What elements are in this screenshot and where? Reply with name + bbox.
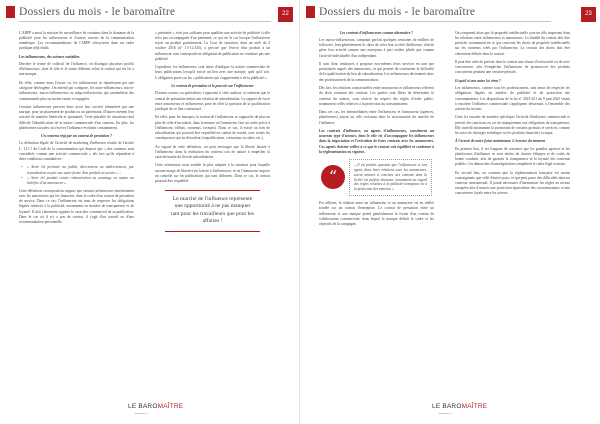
page-number: 23 (581, 7, 596, 22)
bold-paragraph: Les contrats d'influence, ou agents d'influenceurs, constituent un nouveau type d'acteurs, dont le rôle est d'accompagner les influenceurs dans la négociation et l'exécution de leurs contrats avec les annonceurs. Ces agents doivent veiller à ce que le contrat soit équilibré et conforme à la réglementation en vigueur. (319, 129, 434, 154)
section-heading: Et quid si une autre loi vient ? (455, 79, 501, 84)
logo-caption: baromaitre.fr (135, 412, 148, 415)
quote-box (321, 159, 432, 196)
section-heading: Un contenu régi par un contrat de prestation ? (41, 134, 112, 139)
list-item: • « Avoir été produit contre rémunération ou avantage en nature au bénéfice d'un annonceur ». (19, 176, 134, 186)
paragraph: Par ailleurs, la relation entre un influenceur et un annonceur est en réalité fondée sur un contrat d'entreprise. Le contrat de prestation entre un influenceur et une marque prend généralement la forme d'un contrat de collaboration commerciale, dans lequel la marque définit le cadre et les objectifs de la campagne. (319, 201, 434, 226)
paragraph: En second lieu, on constate que la réglementation française est moins contraignante que celle d'autres pays, ce qui peut poser des difficultés dans un contexte international. Il paraît nécessaire d'harmoniser les règles au niveau européen afin d'assurer une protection équivalente des consommateurs et une concurrence loyale entre les acteurs. (455, 170, 570, 196)
paragraph: En effet, comme nous l'avons vu, les influenceurs se répartissent par une catégorie hétérogène. On entend par catégorie, les nano-influenceurs, micro-influenceurs, macro-influenceurs ou méga-influenceurs qui rassemblent des communautés plus ou moins vastes et engagées. (19, 81, 134, 101)
page-right (300, 0, 600, 424)
paragraph: Cette loi encadre de manière spécifique l'activité d'influence commerciale et prévoit des sanctions en cas de manquement aux obligations de transparence. Elle interdit notamment la promotion de certains produits et services, comme les actes de chirurgie esthétique ou les produits financiers à risque. (455, 115, 570, 135)
paragraph: En premier lieu, il est frappant de constater que les grandes agences et les plateformes d'influence se sont dotées de chartes éthiques et de codes de bonne conduite, afin de garantir la transparence et la loyauté des contenus publiés. Ces démarches d'autorégulation complètent le cadre légal existant. (455, 146, 570, 166)
logo-caption: baromaitre.fr (439, 412, 452, 415)
paragraph: Cette définition correspond au rapport que certains influenceurs entretiennent avec les annonceurs qui les financent, dans le cadre d'un contrat de prestation de service. Dans ce cas, l'influenceur est tenu de respecter les obligations légales relatives à la publicité, notamment en matière de transparence et de loyauté. Il doit clairement signaler le caractère commercial de sa publication. Dans le cas où il n'y a pas de contrat, il s'agit d'un conseil ou d'une recommandation personnelle. (19, 189, 134, 224)
paragraph: « présentée » n'est pas suffisant pour qualifier une activité de publicité si elle n'est pas accompagnée d'un paiement, ce qui est le cas lorsque l'influenceur reçoit un produit gratuitement. La Cour de cassation, dans un arrêt du 4 octobre 2016 (n° 15-12.345), a précisé que l'envoi d'un produit à un influenceur sans contrepartie ni obligation de publication ne constitue pas une publicité. (155, 31, 270, 61)
column-1 (19, 31, 134, 229)
paragraph: Derrière le terme de collectif de l'influence, on distingue plusieurs profils d'influenceurs, dont le rôle et le statut diffèrent selon le contrat qui les lie à une marque. (19, 62, 134, 77)
paragraph: La définition légale de l'activité de marketing d'influence résulte de l'article L. 121-1 du Code de la consommation qui dispose que « des contenus sont considérés comme une activité commerciale » dès lors qu'ils répondent à deux conditions cumulatives : (19, 141, 134, 161)
column-1 (319, 31, 434, 230)
header-divider (19, 21, 271, 22)
paragraph: Dès lors, les relations contractuelles entre annonceurs et influenceurs relèvent du droit commun des contrats. Les parties sont libres de déterminer le contenu du contrat, sous réserve du respect des règles d'ordre public, notamment celles relatives à la protection du consommateur. (319, 86, 434, 106)
bullet-list (19, 165, 134, 186)
paragraph: L'ARPP a aussi la mission de surveillance de certaines dans le domaine de la publicité pour les influenceurs et d'autres acteurs de la communication numérique. Les recommandations de l'ARPP s'inscrivent dans un cadre juridique déjà établi. (19, 31, 134, 51)
section-heading: Le contrat de prestation et le pouvoir sur l'influenceur (171, 84, 254, 89)
logo-text-accent: MAÎTRE (461, 403, 488, 410)
quote-text: « Il est parfois question que l'influenceur et son agent, dans leurs relations avec les annonceurs, soient amenés à conclure des contrats dont la licéité est parfois douteuse, notamment au regard des règles relatives à la publicité trompeuse ou à la protection des mineurs. » (349, 159, 432, 196)
paragraph: Cependant, les influenceurs sont tenus d'indiquer la nature commerciale de leurs publications lorsqu'il existe un lien avec une marque, quel qu'il soit. L'obligation porte sur les « publications qui s'apparentent à de la publicité ». (155, 65, 270, 80)
header-divider (319, 21, 551, 22)
quote-icon: “ (321, 165, 345, 189)
logo-text: LE BARO (128, 403, 158, 410)
pull-quote: Le marché de l'influence représente une opportunité à ne pas manquer tant pour les travailleurs que pour les affaires ! (165, 190, 260, 232)
paragraph: Au regard de cette définition, on peut envisager que la liberté laissée à l'influenceur dans la réalisation du contenu soit de nature à empêcher la caractérisation du lien de subordination. (155, 144, 270, 159)
page-number: 22 (278, 7, 293, 22)
paragraph: En effet, pour les marques, la notion de l'influenceur se rapproche de plus en plus de celle d'un salarié, dans la mesure où l'annonceur fixe un cadre précis à l'influenceur (délais, contenus, formats). Dans ce cas, il existe un lien de subordination qui pourrait être requalifié en contrat de travail, avec toutes les conséquences qui en découlent (requalification, cotisations sociales, etc.). (155, 115, 270, 140)
section-heading: Les influenceurs, des acteurs variables (19, 55, 80, 60)
paragraph: Dans ces cas, les intermédiaires entre l'influenceur et l'annonceur (agences, plateformes) jouent un rôle croissant dans la structuration du marché de l'influence. (319, 110, 434, 125)
section-heading: À l'avenir de notre futur maintenant. L'essence du moment (455, 139, 546, 144)
paragraph: D'autres acteurs ou spécialistes s'opposent à cette analyse, et estiment que le contrat de prestation induit une relation de subordination. Le rapport de force entre annonceurs et influenceurs pose en effet la question de la qualification juridique de ce lien contractuel. (155, 91, 270, 111)
paragraph: Cette orientation nous semble la plus adaptée à la situation pour laquelle aucune marge de liberté n'est laissée à l'influenceur, et où l'annonceur impose un contrôle sur les publications qui sont diffusées. Dans ce cas, le contrat pourrait être requalifié. (155, 163, 270, 183)
paragraph: Il sont donc tendances à proposer eux-mêmes leurs services en tant que prestataires auprès des annonceurs, ce qui permet de contourner la difficulté de la qualification du lien de subordination. Les influenceurs deviennent alors des professionnels de la communication. (319, 62, 434, 82)
logo-text-accent: MAÎTRE (157, 403, 184, 410)
header-accent-bar (6, 6, 15, 18)
header-accent-bar (306, 6, 315, 18)
paragraph: Il peut être utile de prévoir dans le contrat une clause d'exclusivité ou de non-concurrence, afin d'empêcher l'influenceur de promouvoir des produits concurrents pendant une certaine période. (455, 60, 570, 75)
logo (432, 403, 487, 410)
paragraph: Certains influenceurs peuvent donc avoir leur activité rémunérée par une marque, pour un placement de produit ou un partenariat. D'autres mènent leur activité de manière bénévole et spontanée. Cette pluralité de situations rend difficile l'identification de la nature commerciale d'un contenu. En plus, les plateformes sociales où s'exerce l'influence évoluent constamment. (19, 105, 134, 130)
column-2 (155, 31, 270, 232)
paragraph: Les influenceurs, comme tous les professionnels, sont tenus de respecter les obligations légales en matière de publicité et de protection des consommateurs. Les dispositions de la loi n° 2023-451 du 9 juin 2023 visant à encadrer l'influence commerciale s'appliquent désormais à l'ensemble des acteurs du secteur. (455, 86, 570, 111)
logo (128, 403, 183, 410)
paragraph: On comprend alors que la propriété intellectuelle joue un rôle important dans les relations entre influenceurs et annonceurs. La finalité du contrat doit être précisée, notamment en ce qui concerne les droits de propriété intellectuelle sur les contenus créés par l'influenceur. La cession des droits doit être clairement définie dans le contrat. (455, 31, 570, 56)
section-heading: Les contrats d'influenceurs comme alternative ? (339, 31, 414, 35)
list-item: • « Avoir été présenté au public, directement ou indirectement, par reproduction ou par une autre forme d'un produit ou service » ; (19, 165, 134, 175)
logo-text: LE BARO (432, 403, 462, 410)
paragraph: Les macro-influenceurs, comptant parfois quelques centaines de milliers de followers, font généralement le choix de créer leur société d'influence, afin de gérer leur activité comme une entreprise à part entière plutôt que comme l'activité individuelle d'un indépendant. (319, 38, 434, 58)
column-2 (455, 31, 570, 200)
page-title: Dossiers du mois - le baromaître (19, 6, 176, 18)
page-title: Dossiers du mois - le baromaître (319, 6, 476, 18)
